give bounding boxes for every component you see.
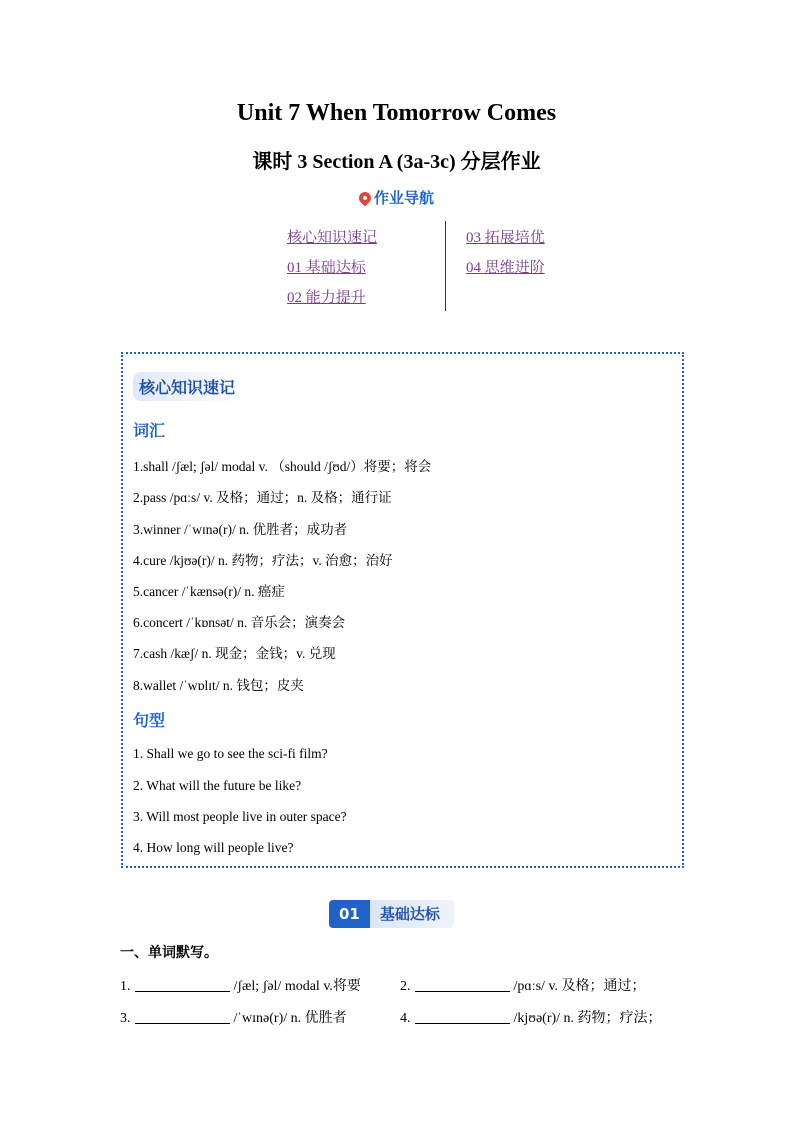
fill-number: 1.: [120, 979, 131, 994]
nav-right-column: [466, 228, 545, 288]
nav-heading: [0, 187, 793, 208]
vocab-item: 5.cancer /ˈkænsə(r)/ n. 癌症: [133, 584, 285, 599]
fill-item: [120, 975, 361, 995]
answer-blank[interactable]: [415, 1011, 510, 1024]
section-number: 01: [329, 900, 370, 928]
sentence-item: 4. How long will people live?: [133, 840, 294, 855]
sentence-item: 2. What will the future be like?: [133, 778, 302, 793]
nav-link-core-knowledge[interactable]: 核心知识速记: [287, 230, 378, 246]
answer-blank[interactable]: [415, 979, 510, 992]
fill-item: [120, 1007, 347, 1027]
sentence-item: 1. Shall we go to see the sci-fi film?: [133, 746, 328, 761]
fill-hint: /pɑːs/ v. 及格；通过；: [513, 979, 646, 994]
section-01-badge: [329, 900, 454, 928]
nav-link-basic[interactable]: 01 基础达标: [287, 260, 366, 276]
sentence-heading: 句型: [133, 711, 166, 730]
page-subtitle: 课时 3 Section A (3a-3c) 分层作业: [252, 151, 541, 173]
vocab-item: 4.cure /kjʊə(r)/ n. 药物；疗法；v. 治愈；治好: [133, 553, 393, 568]
fill-number: 2.: [400, 979, 411, 994]
vocab-item: 8.wallet /ˈwɒlɪt/ n. 钱包；皮夹: [133, 678, 304, 693]
answer-blank[interactable]: [135, 1011, 230, 1024]
knowledge-tag: 核心知识速记: [133, 372, 243, 401]
answer-blank[interactable]: [135, 979, 230, 992]
location-pin-icon: [356, 190, 373, 207]
nav-link-ability[interactable]: 02 能力提升: [287, 290, 366, 306]
vocab-item: 3.winner /ˈwɪnə(r)/ n. 优胜者；成功者: [133, 522, 348, 537]
fill-hint: /ʃæl; ʃəl/ modal v.将要: [233, 979, 361, 994]
question-heading: 一、单词默写。: [120, 945, 218, 961]
vocab-item: 7.cash /kæʃ/ n. 现金；金钱；v. 兑现: [133, 646, 336, 661]
section-label: 基础达标: [370, 900, 454, 928]
page-title: Unit 7 When Tomorrow Comes: [236, 100, 557, 126]
vocab-heading: 词汇: [133, 421, 166, 440]
nav-link-thinking[interactable]: 04 思维进阶: [466, 260, 545, 276]
fill-hint: /kjʊə(r)/ n. 药物；疗法；: [513, 1011, 662, 1026]
fill-item: [400, 1007, 662, 1027]
vocab-item: 2.pass /pɑːs/ v. 及格；通过；n. 及格；通行证: [133, 490, 392, 505]
fill-number: 4.: [400, 1011, 411, 1026]
fill-number: 3.: [120, 1011, 131, 1026]
nav-link-extension[interactable]: 03 拓展培优: [466, 230, 545, 246]
nav-heading-label: 作业导航: [373, 189, 434, 207]
vocab-item: 6.concert /ˈkɒnsət/ n. 音乐会；演奏会: [133, 615, 346, 630]
fill-item: [400, 975, 646, 995]
vocab-item: 1.shall /ʃæl; ʃəl/ modal v. （should /ʃʊd/）将要；将会: [133, 459, 432, 474]
sentence-item: 3. Will most people live in outer space?: [133, 809, 347, 824]
nav-divider: [445, 221, 446, 311]
nav-left-column: [287, 228, 377, 318]
fill-hint: /ˈwɪnə(r)/ n. 优胜者: [233, 1011, 347, 1026]
